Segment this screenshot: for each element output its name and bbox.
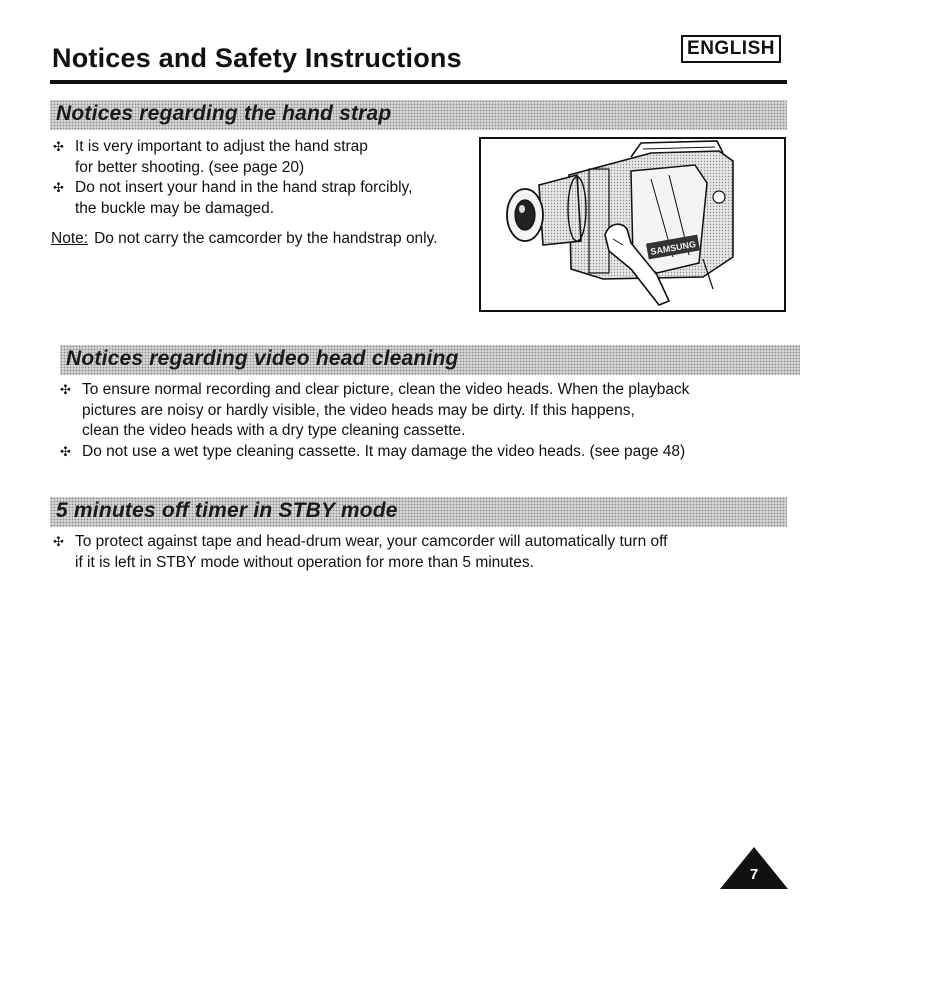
note-label: Note:: [51, 230, 89, 247]
list-item-text: To ensure normal recording and clear picture, clean the video heads. When the playback pictures are noisy or hardly visible, the video heads may be dirty. If this happens, clean the video heads with a dry type cleaning cassette.: [82, 381, 690, 439]
section-title-stby-timer: 5 minutes off timer in STBY mode: [56, 499, 398, 522]
list-item: [51, 178, 471, 219]
bullet-icon: ✣: [53, 139, 64, 154]
list-item-text: Do not use a wet type cleaning cassette. It may damage the video heads. (see page 48): [82, 442, 686, 460]
section-header-video-head-cleaning: [60, 345, 800, 375]
list-item-text: It is very important to adjust the hand strap for better shooting. (see page 20): [75, 138, 368, 176]
page-number: 7: [749, 866, 759, 883]
list-item: [51, 137, 471, 178]
section-title-video-head-cleaning: Notices regarding video head cleaning: [66, 347, 459, 370]
section-header-stby-timer: [50, 497, 787, 527]
bullet-icon: ✣: [60, 443, 71, 459]
note-text: Do not carry the camcorder by the handstrap only.: [94, 230, 438, 247]
list-item-text: To protect against tape and head-drum wear, your camcorder will automatically turn off if it is left in STBY mode without operation for more than 5 minutes.: [75, 533, 668, 571]
list-item: [51, 532, 771, 573]
hand-strap-note: [51, 230, 438, 248]
hand-strap-bullet-list: [51, 137, 471, 219]
list-item-text: Do not insert your hand in the hand strap forcibly, the buckle may be damaged.: [75, 179, 413, 217]
section-header-hand-strap: [50, 100, 787, 130]
bullet-icon: ✣: [60, 382, 71, 397]
language-badge: ENGLISH: [681, 35, 781, 63]
section-title-hand-strap: Notices regarding the hand strap: [56, 102, 392, 125]
video-head-bullet-list: [58, 380, 778, 462]
camcorder-drawing: [481, 139, 784, 310]
camcorder-illustration: [479, 137, 786, 312]
stby-bullet-list: [51, 532, 771, 573]
brand-label: SAMSUNG: [649, 239, 697, 257]
title-divider: [50, 80, 787, 84]
list-item: [58, 442, 778, 463]
bullet-icon: ✣: [53, 534, 64, 549]
bullet-icon: ✣: [53, 180, 64, 195]
list-item: [58, 380, 778, 442]
page-title: Notices and Safety Instructions: [52, 43, 462, 73]
